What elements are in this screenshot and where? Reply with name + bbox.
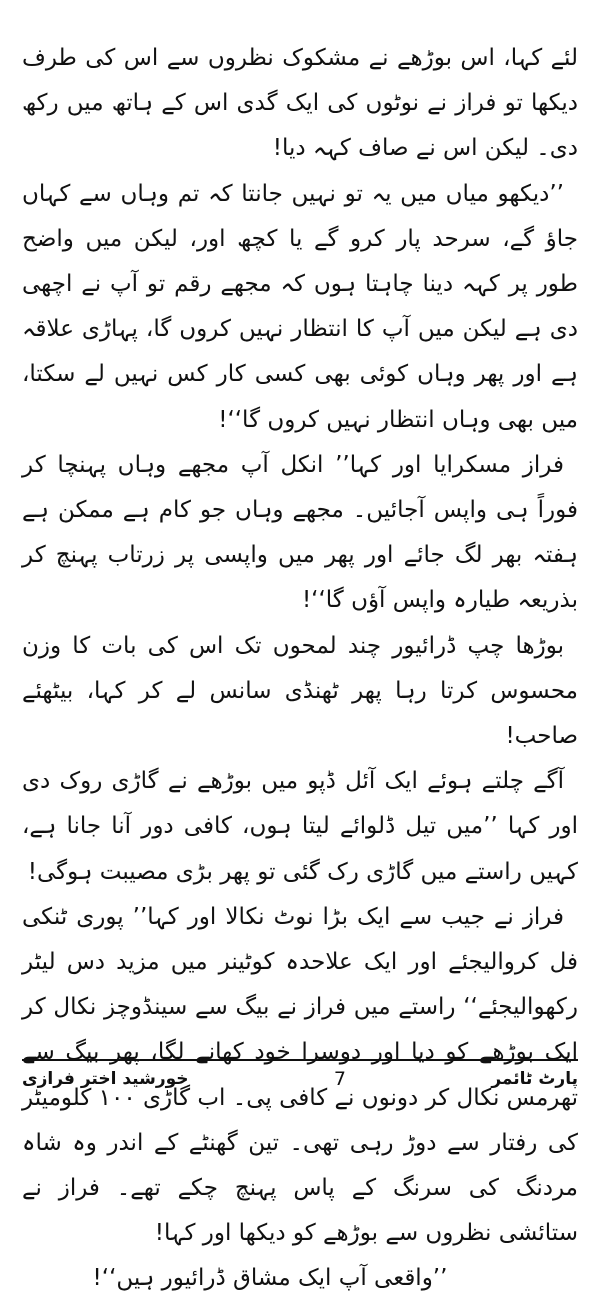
paragraph: فراز مسکرایا اور کہا’’ انکل آپ مجھے وہاں پہنچا کر فوراً ہی واپس آجائیں۔ مجھے وہاں جو کام ہے ممکن ہے ہفتہ بھر لگ جائے اور پھر میں واپسی پر زرتاب پہنچ کر بذریعہ طیارہ واپس آؤں گا‘‘! — [22, 451, 578, 614]
page-footer — [22, 1064, 578, 1094]
body-text — [22, 36, 578, 1302]
paragraph: ’’واقعی آپ ایک مشاق ڈرائیور ہیں‘‘! — [92, 1265, 448, 1292]
paragraph: آگے چلتے ہوئے ایک آئل ڈپو میں بوڑھے نے گاڑی روک دی اور کہا ’’میں تیل ڈلوائے لیتا ہوں، کافی دور آنا جانا ہے، کہیں راستے میں گاڑی رک گئی تو پھر بڑی مصیبت ہوگی! — [22, 768, 578, 885]
paragraph: فراز نے جیب سے ایک بڑا نوٹ نکالا اور کہا’’ پوری ٹنکی فل کروالیجئے اور ایک علاحدہ کوٹینر میں مزید دس لیٹر رکھوالیجئے‘‘ راستے میں فراز نے بیگ سے سینڈوچز نکال کر ایک بوڑھے کو دیا اور دوسرا خود کھانے لگا، پھر بیگ سے تھرمس نکال کر دونوں نے کافی پی۔ اب گاڑی ۱۰۰ کلومیٹر کی رفتار سے دوڑ رہی تھی۔ تین گھنٹے کے اندر وہ شاہ مردنگ کی سرنگ کے پاس پہنچ چکے تھے۔ فراز نے ستائشی نظروں سے بوڑھے کو دیکھا اور کہا! — [22, 903, 578, 1247]
footer-rule — [22, 1059, 578, 1061]
paragraph: بوڑھا چپ ڈرائیور چند لمحوں تک اس کی بات کا وزن محسوس کرتا رہا پھر ٹھنڈی سانس لے کر کہا، بیٹھئے صاحب! — [22, 632, 578, 750]
paragraph: ’’دیکھو میاں میں یہ تو نہیں جانتا کہ تم وہاں سے کہاں جاؤ گے، سرحد پار کرو گے یا کچھ اور، لیکن میں واضح طور پر کہہ دینا چاہتا ہوں کہ مجھے رقم تو آپ نے اچھی دی ہے لیکن میں آپ کا انتظار نہیں کروں گا، پہاڑی علاقہ ہے اور پھر وہاں کوئی بھی کسی کار کس نہیں لے سکتا، میں بھی وہاں انتظار نہیں کروں گا‘‘! — [22, 180, 578, 433]
paragraph: لئے کہا، اس بوڑھے نے مشکوک نظروں سے اس کی طرف دیکھا تو فراز نے نوٹوں کی ایک گدی اس کے ہاتھ میں رکھ دی۔ لیکن اس نے صاف کہہ دیا! — [22, 45, 578, 162]
footer-author: خورشید اختر فرازی — [22, 1069, 189, 1089]
footer-series-title: پارٹ ٹائمر — [491, 1069, 578, 1089]
page-number: 7 — [333, 1068, 346, 1090]
